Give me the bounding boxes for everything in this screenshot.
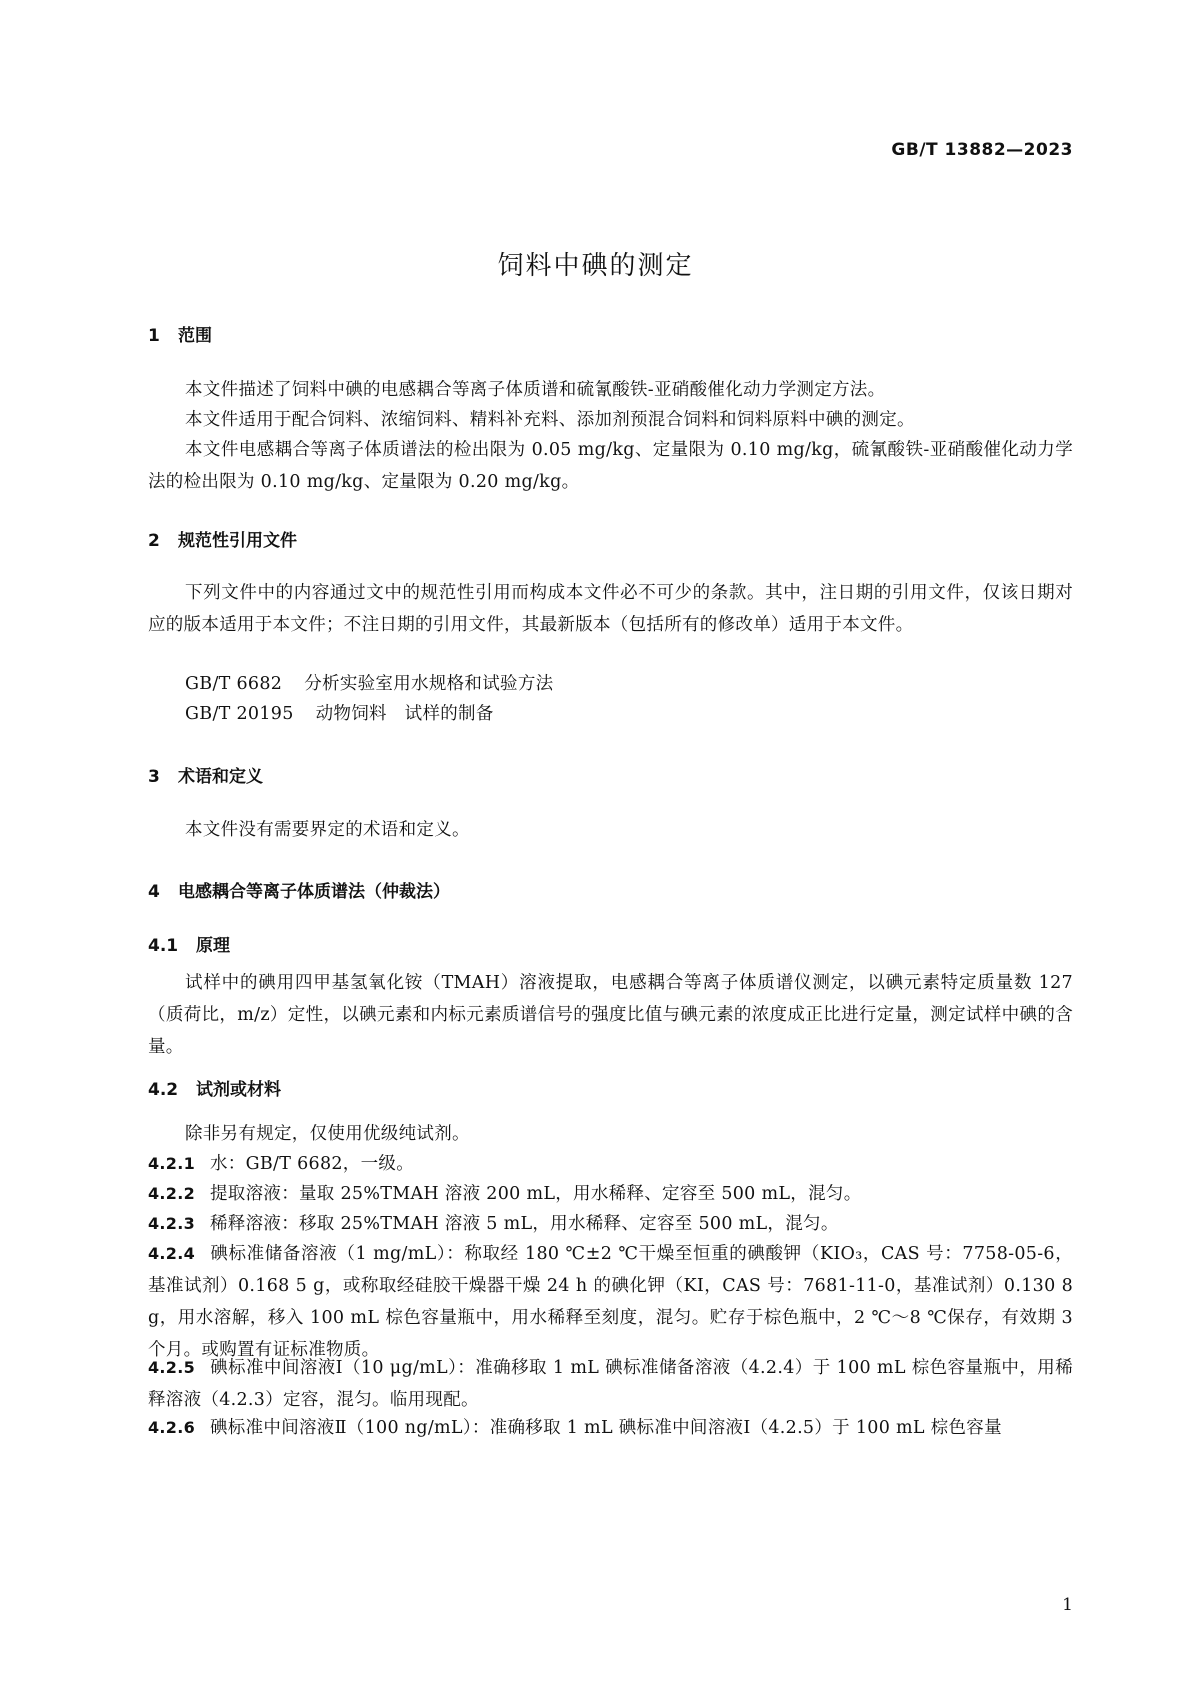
subsection-number: 4.1	[148, 936, 179, 956]
item-number: 4.2.6	[148, 1418, 196, 1437]
section-number: 3	[148, 767, 160, 787]
normative-reference	[185, 668, 553, 700]
paragraph: 本文件描述了饲料中碘的电感耦合等离子体质谱和硫氰酸铁-亚硝酸催化动力学测定方法。	[185, 380, 886, 400]
section-title: 术语和定义	[178, 767, 263, 787]
item-number: 4.2.5	[148, 1358, 196, 1377]
reagent-item	[148, 1148, 1073, 1180]
section-1-heading	[148, 321, 212, 346]
subsection-title: 试剂或材料	[196, 1080, 281, 1100]
item-text: 稀释溶液：移取 25%TMAH 溶液 5 mL，用水稀释、定容至 500 mL，混匀。	[210, 1214, 839, 1234]
reference-title: 动物饲料 试样的制备	[315, 704, 494, 724]
item-number: 4.2.4	[148, 1244, 196, 1263]
page-number: 1	[1062, 1595, 1073, 1615]
item-text: 碘标准储备溶液（1 mg/mL）：称取经 180 ℃±2 ℃干燥至恒重的碘酸钾（KIO₃，CAS 号：7758-05-6，基准试剂）0.168 5 g，或称取经硅胶干燥器干燥 24 h 的碘化钾（KI，CAS 号：7681-11-0，基准试剂）0.130 8 g，用水溶解，移入 100 mL 棕色容量瓶中，用水稀释至刻度，混匀。贮存于棕色瓶中，2 ℃～8 ℃保存，有效期 3 个月。或购置有证标准物质。	[148, 1244, 1073, 1360]
item-number: 4.2.2	[148, 1184, 196, 1203]
paragraph: 本文件适用于配合饲料、浓缩饲料、精料补充料、添加剂预混合饲料和饲料原料中碘的测定。	[185, 410, 915, 430]
standard-code: GB/T 13882—2023	[891, 140, 1073, 160]
paragraph: 本文件没有需要界定的术语和定义。	[185, 820, 470, 840]
section-number: 2	[148, 531, 160, 551]
reference-title: 分析实验室用水规格和试验方法	[304, 674, 554, 694]
section-title: 范围	[178, 326, 212, 346]
section-4-heading	[148, 877, 450, 902]
reagent-item	[148, 1178, 1073, 1210]
section-number: 1	[148, 326, 160, 346]
item-text: 水：GB/T 6682，一级。	[210, 1154, 415, 1174]
subsection-title: 原理	[196, 936, 230, 956]
section-title: 规范性引用文件	[178, 531, 297, 551]
reagent-item	[148, 1352, 1073, 1416]
section-3-heading	[148, 762, 263, 787]
subsection-number: 4.2	[148, 1080, 179, 1100]
reference-code: GB/T 20195	[185, 704, 294, 724]
item-text: 碘标准中间溶液Ⅰ（10 μg/mL）：准确移取 1 mL 碘标准储备溶液（4.2.4）于 100 mL 棕色容量瓶中，用稀释溶液（4.2.3）定容，混匀。临用现配。	[148, 1358, 1073, 1410]
reagent-item	[148, 1412, 1073, 1444]
reagent-item	[148, 1208, 1073, 1240]
section-number: 4	[148, 882, 160, 902]
subsection-4-2-heading	[148, 1075, 281, 1100]
paragraph: 试样中的碘用四甲基氢氧化铵（TMAH）溶液提取，电感耦合等离子体质谱仪测定，以碘元素特定质量数 127（质荷比，m/z）定性，以碘元素和内标元素质谱信号的强度比值与碘元素的浓度成正比进行定量，测定试样中碘的含量。	[148, 973, 1073, 1057]
paragraph: 下列文件中的内容通过文中的规范性引用而构成本文件必不可少的条款。其中，注日期的引用文件，仅该日期对应的版本适用于本文件；不注日期的引用文件，其最新版本（包括所有的修改单）适用于本文件。	[148, 583, 1073, 635]
reference-code: GB/T 6682	[185, 674, 283, 694]
reagent-item	[148, 1238, 1073, 1366]
paragraph: 除非另有规定，仅使用优级纯试剂。	[185, 1124, 470, 1144]
item-text: 碘标准中间溶液Ⅱ（100 ng/mL）：准确移取 1 mL 碘标准中间溶液Ⅰ（4.2.5）于 100 mL 棕色容量	[210, 1418, 1002, 1438]
subsection-4-1-heading	[148, 931, 230, 956]
item-text: 提取溶液：量取 25%TMAH 溶液 200 mL，用水稀释、定容至 500 mL，混匀。	[210, 1184, 862, 1204]
item-number: 4.2.3	[148, 1214, 196, 1233]
document-title: 饲料中碘的测定	[497, 251, 694, 281]
section-title: 电感耦合等离子体质谱法（仲裁法）	[178, 882, 450, 902]
item-number: 4.2.1	[148, 1154, 196, 1173]
paragraph: 本文件电感耦合等离子体质谱法的检出限为 0.05 mg/kg、定量限为 0.10 mg/kg，硫氰酸铁-亚硝酸催化动力学法的检出限为 0.10 mg/kg、定量限为 0.20 mg/kg。	[148, 440, 1073, 492]
section-2-heading	[148, 526, 297, 551]
normative-reference	[185, 698, 494, 730]
